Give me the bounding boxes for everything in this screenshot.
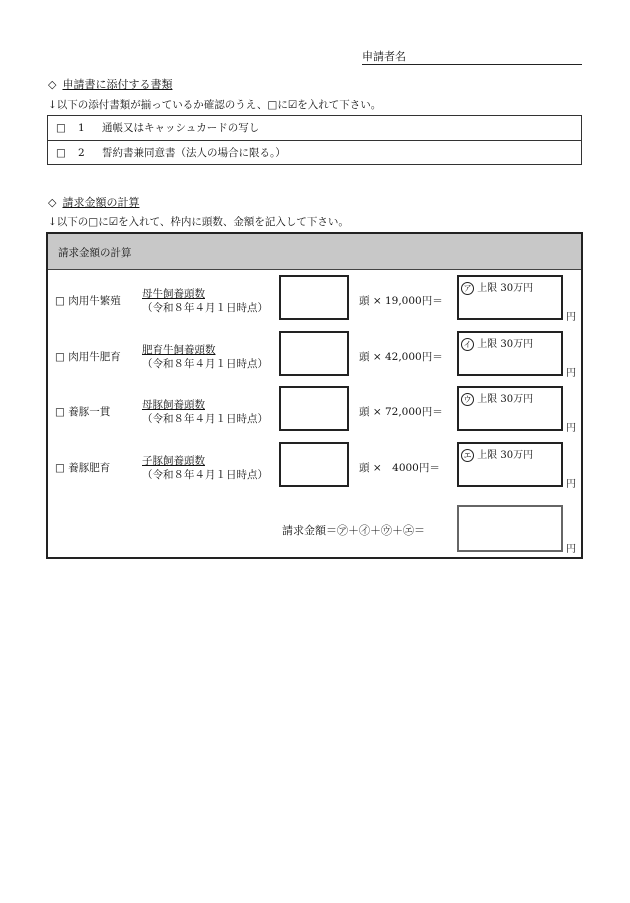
row-head-type: 肥育牛飼養頭数	[142, 344, 216, 356]
calc-box	[46, 232, 583, 559]
attach-instruction: ↓以下の添付書類が揃っているか確認のうえ、□に☑を入れて下さい。	[48, 99, 382, 111]
mark-i-icon: イ	[461, 338, 474, 351]
row-checkbox-label	[55, 293, 121, 308]
total-amount-input[interactable]	[457, 505, 563, 552]
yen-unit: 円	[566, 423, 576, 434]
row-formula: 頭 × 72,000円＝	[359, 406, 443, 418]
attach-item-text: 誓約書兼同意書（法人の場合に限る。）	[102, 147, 286, 159]
row-date: （令和８年４月１日時点）	[142, 358, 268, 370]
limit-text: 上限 30万円	[477, 339, 534, 350]
row-checkbox-label	[55, 349, 121, 364]
calc-box-title: 請求金額の計算	[58, 247, 132, 259]
row-label: 肉用牛肥育	[68, 351, 121, 363]
attach-checkbox[interactable]: □	[56, 147, 66, 159]
calc-box-header	[48, 234, 581, 270]
diamond-marker-icon: ◇	[48, 78, 57, 91]
row-formula: 頭 × 19,000円＝	[359, 295, 443, 307]
applicant-name-label: 申請者名	[362, 50, 406, 63]
attach-section-title	[48, 78, 172, 92]
row-checkbox[interactable]: □	[55, 295, 65, 307]
row-checkbox-label	[55, 460, 110, 475]
calc-section-title	[48, 196, 139, 210]
diamond-marker-icon: ◇	[48, 196, 57, 209]
attach-item-number: 1	[78, 122, 85, 134]
row-date: （令和８年４月１日時点）	[142, 302, 268, 314]
yen-unit: 円	[566, 479, 576, 490]
attach-item	[48, 116, 581, 140]
yen-unit: 円	[566, 544, 576, 555]
row-label: 養豚一貫	[68, 406, 111, 418]
applicant-name-field[interactable]	[362, 50, 582, 65]
yen-unit: 円	[566, 312, 576, 323]
head-count-input[interactable]	[279, 386, 349, 431]
row-date: （令和８年４月１日時点）	[142, 413, 268, 425]
head-count-input[interactable]	[279, 442, 349, 487]
yen-unit: 円	[566, 368, 576, 379]
mark-u-icon: ウ	[461, 393, 474, 406]
limit-text: 上限 30万円	[477, 394, 534, 405]
row-date: （令和８年４月１日時点）	[142, 469, 268, 481]
row-checkbox-label	[55, 404, 110, 419]
row-head-type: 子豚飼養頭数	[142, 455, 205, 467]
attach-item	[48, 140, 581, 165]
mark-e-icon: エ	[461, 449, 474, 462]
head-count-input[interactable]	[279, 331, 349, 376]
amount-input[interactable]	[457, 386, 563, 431]
row-label: 肉用牛繁殖	[68, 295, 121, 307]
row-label: 養豚肥育	[68, 462, 111, 474]
limit-text: 上限 30万円	[477, 450, 534, 461]
amount-input[interactable]	[457, 275, 563, 320]
mark-a-icon: ア	[461, 282, 474, 295]
row-formula: 頭 × 42,000円＝	[359, 351, 443, 363]
calc-title-text: 請求金額の計算	[62, 196, 140, 209]
row-head-type: 母牛飼養頭数	[142, 288, 205, 300]
calc-instruction: ↓以下の□に☑を入れて、枠内に頭数、金額を記入して下さい。	[48, 216, 349, 228]
amount-input[interactable]	[457, 331, 563, 376]
amount-input[interactable]	[457, 442, 563, 487]
limit-note	[461, 446, 533, 462]
row-head-type: 母豚飼養頭数	[142, 399, 205, 411]
row-formula: 頭 × 4000円＝	[359, 462, 440, 474]
row-checkbox[interactable]: □	[55, 406, 65, 418]
limit-note	[461, 279, 533, 295]
total-formula: 請求金額＝㋐＋㋑＋㋒＋㋓＝	[282, 524, 425, 537]
limit-text: 上限 30万円	[477, 283, 534, 294]
attach-title-text: 申請書に添付する書類	[62, 78, 173, 91]
head-count-input[interactable]	[279, 275, 349, 320]
attach-list	[47, 115, 582, 165]
row-checkbox[interactable]: □	[55, 462, 65, 474]
attach-checkbox[interactable]: □	[56, 122, 66, 134]
limit-note	[461, 390, 533, 406]
row-checkbox[interactable]: □	[55, 351, 65, 363]
attach-item-text: 通帳又はキャッシュカードの写し	[102, 122, 260, 134]
limit-note	[461, 335, 533, 351]
attach-item-number: 2	[78, 147, 85, 159]
